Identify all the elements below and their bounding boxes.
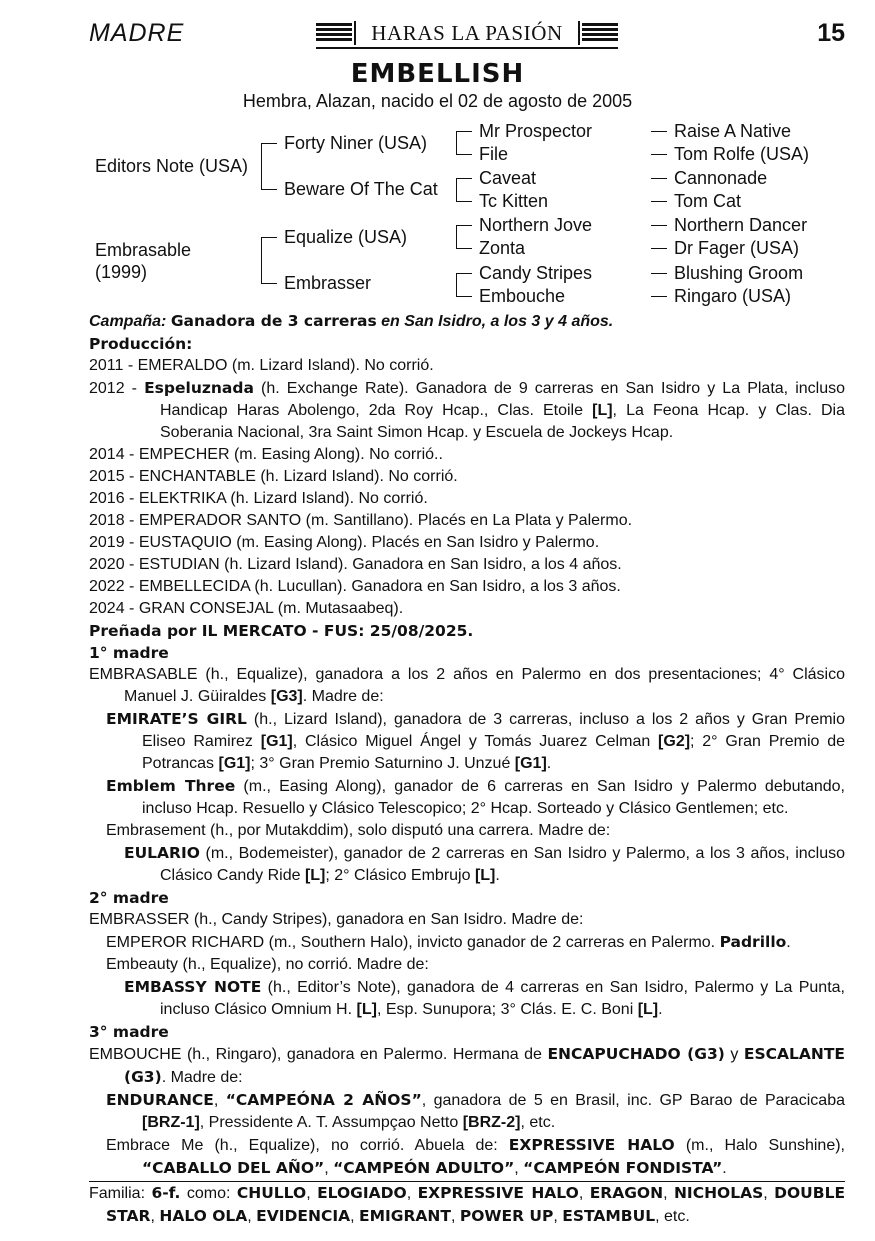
dam1-offspring: Embrasement (h., por Mutakddim), solo disputó una carrera. Madre de: (106, 822, 611, 839)
brand-logo (316, 19, 618, 49)
dam1-offspring: Emblem Three (m., Easing Along), ganador de 6 carreras en San Isidro y Palermo debutando, incluso Hcap. Resuello y Clásico Telescopico; 2° Hcap. Sorteado y Clásico Gentlemen; etc. (106, 777, 846, 817)
pedigree-gen3: Northern Jove (479, 215, 593, 235)
dam1-offspring: EMIRATE’S GIRL (h., Lizard Island), ganadora de 3 carreras, incluso a los 2 años y Gran Premio Eliseo Ramirez [G1], Clásico Miguel Ángel y Tomás Juarez Celman [G2]; 2° Gran Premio de Potrancas [G1]; 3° Gran Premio Saturnino J. Unzué [G1]. (106, 710, 846, 772)
dam1-intro: EMBRASABLE (h., Equalize), ganadora a los 2 años en Palermo en dos presentaciones; 4° Clásico Manuel J. Güiraldes [G3]. Madre de: (89, 666, 845, 705)
pedigree-gen3: Zonta (479, 238, 526, 258)
brand-name: HARAS LA PASIÓN (371, 21, 563, 45)
logo-bars-left (316, 23, 352, 43)
dam1-grand-offspring: EULARIO (m., Bodemeister), ganador de 2 carreras en San Isidro y Palermo, a los 3 años, incluso Clásico Candy Ride [L]; 2° Clásico Embrujo [L]. (124, 844, 845, 884)
family-member: CHULLO (236, 1184, 307, 1202)
pedigree-gen2: Embrasser (284, 273, 372, 293)
family-member: ERAGON (589, 1184, 664, 1202)
production-item: 2011 - EMERALDO (m. Lizard Island). No corrió. (89, 357, 434, 374)
dam3-intro: EMBOUCHE (h., Ringaro), ganadora en Palermo. Hermana de ENCAPUCHADO (G3) y ESCALANTE (G3). Madre de: (89, 1045, 846, 1086)
pedigree-gen3: Candy Stripes (479, 263, 593, 283)
production-item: 2020 - ESTUDIAN (h. Lizard Island). Ganadora en San Isidro, a los 4 años. (89, 556, 622, 573)
production-item: 2024 - GRAN CONSEJAL (m. Mutasaabeq). (89, 600, 404, 617)
family-member: EMIGRANT (358, 1207, 451, 1225)
production-item: 2015 - ENCHANTABLE (h. Lizard Island). No corrió. (89, 468, 458, 485)
production-item: 2019 - EUSTAQUIO (m. Easing Along). Placés en San Isidro y Palermo. (89, 534, 600, 551)
pedigree-dam-year: (1999) (95, 262, 148, 282)
pedigree-dam: Embrasable (95, 240, 192, 260)
pedigree-gen2: Forty Niner (USA) (284, 133, 428, 153)
pedigree-gen3: Embouche (479, 286, 566, 306)
pedigree-gen3: Tc Kitten (479, 191, 549, 211)
family-member: EXPRESSIVE HALO (417, 1184, 579, 1202)
production-item: 2014 - EMPECHER (m. Easing Along). No corrió.. (89, 446, 443, 463)
pedigree-gen2: Beware Of The Cat (284, 179, 438, 199)
family-member: DOUBLE STAR (106, 1184, 846, 1225)
page-number: 15 (817, 19, 845, 47)
dam2-offspring: EMPEROR RICHARD (m., Southern Halo), invicto ganador de 2 carreras en Palermo. Padrillo. (106, 933, 791, 951)
pregnancy-line: Preñada por IL MERCATO - FUS: 25/08/2025. (89, 622, 474, 640)
campaign-line: Campaña: Ganadora de 3 carreras en San Isidro, a los 3 y 4 años. (89, 312, 614, 330)
catalog-body (89, 310, 845, 1228)
production-item: 2018 - EMPERADOR SANTO (m. Santillano). Placés en La Plata y Palermo. (89, 512, 633, 529)
pedigree-gen4: Cannonade (674, 168, 768, 188)
production-item: 2012 - Espeluznada (h. Exchange Rate). Ganadora de 9 carreras en San Isidro y La Plata, incluso Handicap Haras Abolengo, 2da Roy Hcap., Clas. Etoile [L], La Feona Hcap. y Clas. Dia Soberania Nacional, 3ra Saint Simon Hcap. y Escuela de Jockeys Hcap. (89, 379, 845, 441)
pedigree-gen3: Mr Prospector (479, 121, 593, 141)
pedigree-gen4: Tom Rolfe (USA) (674, 144, 810, 164)
family-member: HALO OLA (159, 1207, 248, 1225)
family-member: ELOGIADO (317, 1184, 407, 1202)
logo-bars-right (582, 23, 618, 43)
production-heading: Producción: (89, 335, 193, 353)
pedigree-gen4: Tom Cat (674, 191, 742, 211)
pedigree-gen2: Equalize (USA) (284, 227, 408, 247)
family-member: POWER UP (459, 1207, 554, 1225)
dam2-heading: 2° madre (89, 889, 169, 907)
family-member: ESTAMBUL (562, 1207, 656, 1225)
family-member: NICHOLAS (673, 1184, 764, 1202)
dam1-heading: 1° madre (89, 644, 169, 662)
section-title: MADRE (89, 19, 185, 47)
pedigree-gen3: File (479, 144, 509, 164)
dam2-grand-offspring: EMBASSY NOTE (h., Editor’s Note), ganadora de 4 carreras en San Isidro, Palermo y La Punta, incluso Clásico Omnium H. [L], Esp. Sunupora; 3° Clás. E. C. Boni [L]. (124, 978, 845, 1018)
pedigree-gen4: Raise A Native (674, 121, 792, 141)
family-line: Familia: 6-f. como: CHULLO, ELOGIADO, EXPRESSIVE HALO, ERAGON, NICHOLAS, DOUBLE STAR, HALO OLA, EVIDENCIA, EMIGRANT, POWER UP, ESTAMBUL, etc. (89, 1184, 846, 1225)
pedigree-gen4: Blushing Groom (674, 263, 804, 283)
dam3-heading: 3° madre (89, 1023, 169, 1041)
pedigree-gen4: Dr Fager (USA) (674, 238, 800, 258)
production-item: 2022 - EMBELLECIDA (h. Lucullan). Ganadora en San Isidro, a los 3 años. (89, 578, 621, 595)
horse-subtitle: Hembra, Alazan, nacido el 02 de agosto de 2005 (242, 91, 633, 111)
pedigree-gen4: Northern Dancer (674, 215, 808, 235)
pedigree-gen3: Caveat (479, 168, 537, 188)
dam3-offspring: Embrace Me (h., Equalize), no corrió. Abuela de: EXPRESSIVE HALO (m., Halo Sunshine), “CABALLO DEL AÑO”, “CAMPEÓN ADULTO”, “CAMPEÓN FONDISTA”. (106, 1136, 845, 1177)
dam2-intro: EMBRASSER (h., Candy Stripes), ganadora en San Isidro. Madre de: (89, 911, 584, 928)
family-member: EVIDENCIA (256, 1207, 351, 1225)
dam3-offspring: ENDURANCE, “CAMPEÓNA 2 AÑOS”, ganadora de 5 en Brasil, inc. GP Barao de Paracicaba [BRZ-1], Pressidente A. T. Assumpçao Netto [BRZ-2], etc. (106, 1091, 845, 1131)
horse-name: EMBELLISH (350, 59, 525, 89)
pedigree-sire: Editors Note (USA) (95, 156, 249, 176)
dam2-offspring: Embeauty (h., Equalize), no corrió. Madre de: (106, 956, 429, 973)
production-item: 2016 - ELEKTRIKA (h. Lizard Island). No corrió. (89, 490, 428, 507)
pedigree-gen4: Ringaro (USA) (674, 286, 792, 306)
